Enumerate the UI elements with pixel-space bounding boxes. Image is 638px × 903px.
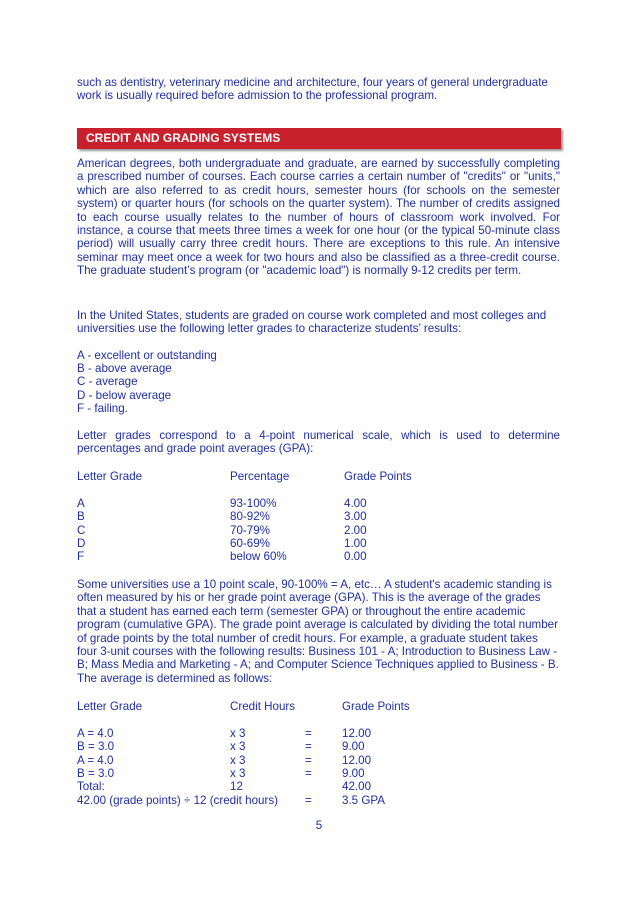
table-row [77, 510, 412, 523]
grading-paragraph: In the United States, students are graded on course work completed and most colleges and universities use the following letter grades to characterize students’ results: [77, 309, 547, 336]
table-cell: x 3 [230, 767, 246, 781]
table-cell: 3.00 [344, 510, 367, 524]
table-cell: = [305, 726, 312, 740]
table-cell: 12.00 [342, 726, 372, 740]
table-cell: 12.00 [342, 753, 372, 767]
table-total-row [77, 780, 410, 793]
list-item: F - failing. [77, 401, 128, 415]
table-row [77, 740, 410, 753]
table-cell: B [77, 510, 85, 524]
table-cell: x 3 [230, 753, 246, 767]
page-number: 5 [315, 819, 323, 832]
table-cell: below 60% [230, 550, 287, 564]
column-header: Grade Points [342, 700, 410, 713]
table-row [77, 497, 412, 510]
table-header-row [77, 470, 412, 483]
table-cell: 93-100% [230, 496, 277, 510]
result-gpa: 3.5 GPA [342, 793, 385, 807]
table-row [77, 537, 412, 550]
credits-paragraph: American degrees, both undergraduate and graduate, are earned by successfully completing a prescribed number of courses. Each course carries a certain number of "credits" or "units," which are also referred to as credit hours, semester hours (for schools on the semester system) or quarter hours (for schools on the quarter system). The number of credits assigned to each course usually relates to the number of hours of classroom work involved. For instance, a course that meets three times a week for one hour (or the typical 50-minute class period) will usually carry three credit hours. There are exceptions to this rule. An intensive seminar may meet once a week for two hours and also be classified as a three-credit course. The graduate student’s program (or "academic load") is normally 9-12 credits per term. [77, 157, 560, 278]
column-header: Grade Points [344, 470, 412, 483]
table-cell: C [77, 523, 86, 537]
table-cell: B = 3.0 [77, 740, 115, 754]
gpa-paragraph: Some universities use a 10 point scale, 90-100% = A, etc… A student's academic standing is often measured by his or her grade point average (GPA). This is the average of the grades that a student has earned each term (semester GPA) or throughout the entire academic program (cumulative GPA). The grade point average is calculated by dividing the total number of grade points by the total number of credit hours. For example, a graduate student takes four 3-unit courses with the following results: Business 101 - A; Introduction to Business Law - B; Mass Media and Marketing - A; and Computer Science Techniques applied to Business - B. The average is determined as follows: [77, 578, 559, 685]
table-cell: 2.00 [344, 523, 367, 537]
table-cell [305, 780, 342, 793]
column-header: Letter Grade [77, 470, 143, 483]
table-row [77, 767, 410, 780]
column-header: Credit Hours [230, 700, 296, 713]
table-cell: 60-69% [230, 537, 270, 551]
table-cell: B = 3.0 [77, 767, 115, 781]
column-header: Percentage [230, 470, 290, 483]
table-cell: 80-92% [230, 510, 270, 524]
table-cell: 42.00 [342, 780, 372, 794]
result-formula: 42.00 (grade points) ÷ 12 (credit hours) [77, 793, 278, 807]
scale-paragraph: Letter grades correspond to a 4-point numerical scale, which is used to determine percentages and grade point averages (GPA): [77, 429, 560, 456]
table-cell: 9.00 [342, 767, 365, 781]
table-cell: = [305, 753, 312, 767]
table-result-row [77, 794, 410, 807]
gpa-calculation-table [77, 700, 410, 807]
table-cell: 9.00 [342, 740, 365, 754]
table-cell: 1.00 [344, 537, 367, 551]
table-cell: 12 [230, 780, 243, 794]
intro-paragraph: such as dentistry, veterinary medicine and architecture, four years of general undergraduate work is usually required before admission to the professional program. [77, 76, 548, 103]
table-cell: 0.00 [344, 550, 367, 564]
list-item: B - above average [77, 362, 172, 376]
table-cell: A [77, 496, 85, 510]
table-cell: = [305, 740, 312, 754]
letter-grade-list [77, 349, 217, 415]
table-cell: 4.00 [344, 496, 367, 510]
list-item: D - below average [77, 388, 172, 402]
table-row [77, 524, 412, 537]
grade-scale-table [77, 470, 412, 564]
column-header: Letter Grade [77, 700, 143, 713]
table-cell: = [305, 767, 312, 781]
table-cell: D [77, 537, 86, 551]
table-row [77, 550, 412, 563]
table-cell: x 3 [230, 740, 246, 754]
table-cell: 70-79% [230, 523, 270, 537]
table-cell: A = 4.0 [77, 753, 114, 767]
table-row [77, 754, 410, 767]
list-item: A - excellent or outstanding [77, 349, 217, 362]
table-header-row [77, 700, 410, 713]
section-heading: CREDIT AND GRADING SYSTEMS [77, 128, 561, 149]
table-cell: Total: [77, 780, 105, 794]
column-header [305, 700, 342, 713]
table-cell: A = 4.0 [77, 726, 114, 740]
table-row [77, 727, 410, 740]
table-cell: F [77, 550, 85, 564]
result-equals: = [305, 793, 312, 807]
table-cell: x 3 [230, 726, 246, 740]
list-item: C - average [77, 375, 138, 389]
